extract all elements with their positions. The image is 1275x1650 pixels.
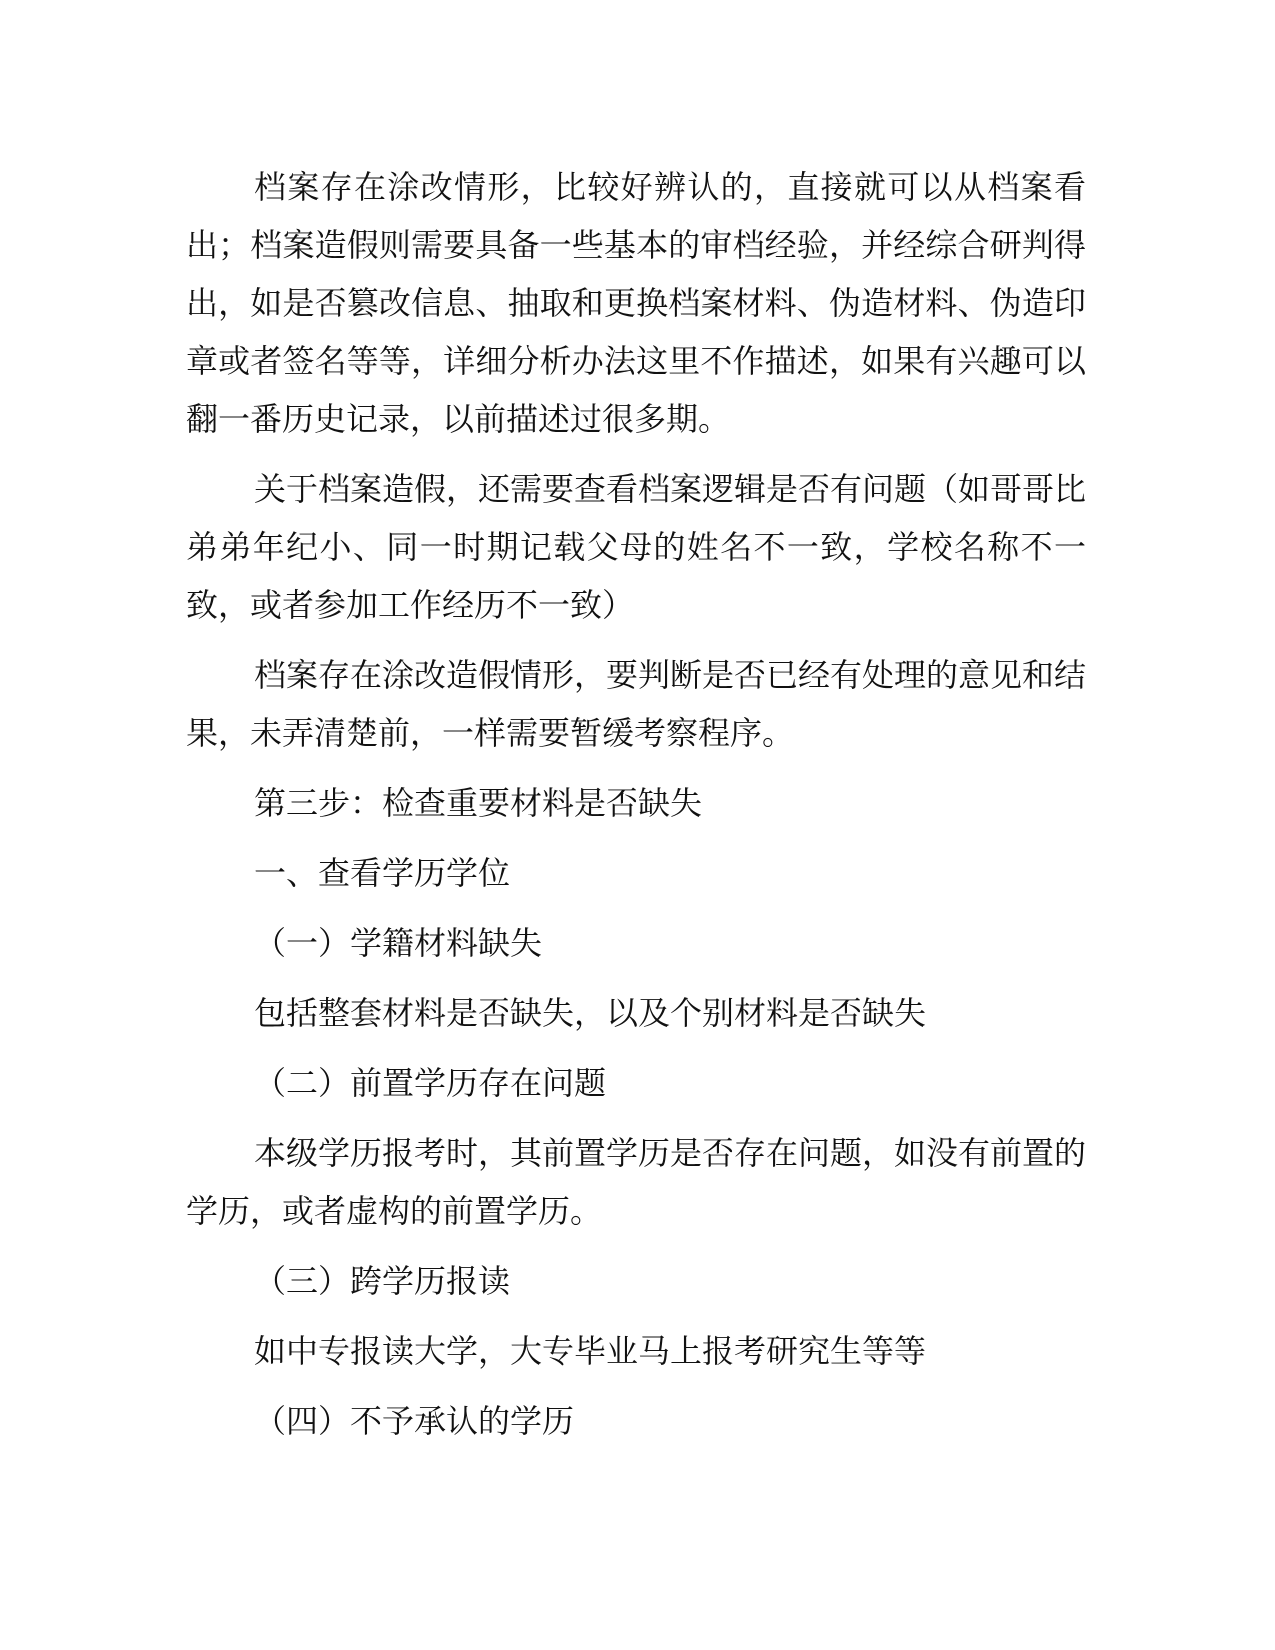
subsection-two-text: 本级学历报考时，其前置学历是否存在问题，如没有前置的学历，或者虚构的前置学历。	[186, 1134, 1087, 1230]
paragraph-logic-check: 关于档案造假，还需要查看档案逻辑是否有问题（如哥哥比弟弟年纪小、同一时期记载父母的姓名不一致，学校名称不一致，或者参加工作经历不一致）	[186, 470, 1087, 624]
subsection-one-text: 包括整套材料是否缺失，以及个别材料是否缺失	[254, 994, 927, 1032]
step-three-heading: 第三步：检查重要材料是否缺失	[254, 784, 703, 822]
subsection-two-heading: （二）前置学历存在问题	[254, 1064, 607, 1102]
paragraph-alteration-forgery: 档案存在涂改情形，比较好辨认的，直接就可以从档案看出；档案造假则需要具备一些基本的审档经验，并经综合研判得出，如是否篡改信息、抽取和更换档案材料、伪造材料、伪造印章或者签名等等，详细分析办法这里不作描述，如果有兴趣可以翻一番历史记录，以前描述过很多期。	[186, 168, 1086, 438]
subsection-three-text: 如中专报读大学，大专毕业马上报考研究生等等	[254, 1332, 927, 1370]
subsection-one-heading: （一）学籍材料缺失	[254, 924, 543, 962]
subsection-three-heading: （三）跨学历报读	[254, 1262, 511, 1300]
subsection-four-heading: （四）不予承认的学历	[254, 1402, 575, 1440]
document-body	[186, 158, 1086, 1462]
paragraph-suspend-review: 档案存在涂改造假情形，要判断是否已经有处理的意见和结果，未弄清楚前，一样需要暂缓考察程序。	[186, 656, 1087, 752]
section-one-heading: 一、查看学历学位	[254, 854, 511, 892]
